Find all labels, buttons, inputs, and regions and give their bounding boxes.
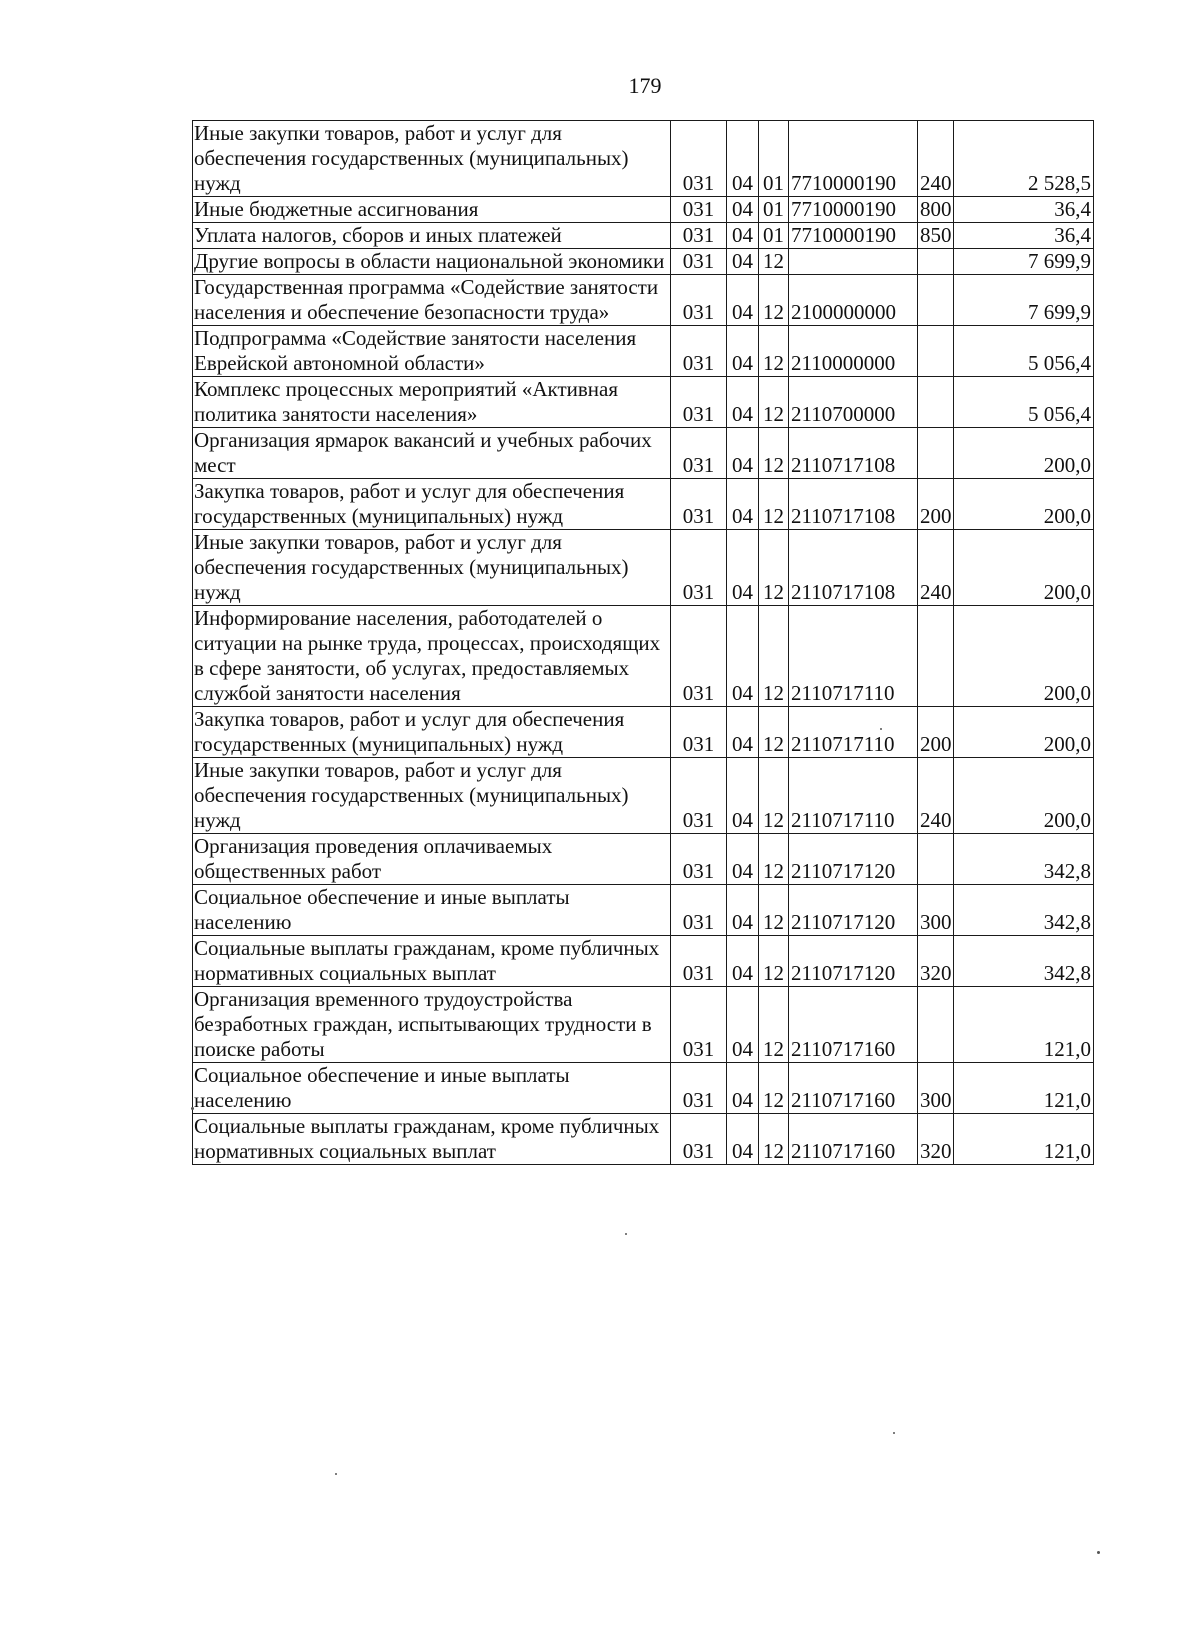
row-amount: 121,0 xyxy=(954,1114,1094,1165)
row-admin-code: 031 xyxy=(671,530,727,606)
scan-speck xyxy=(1097,1551,1100,1554)
row-admin-code: 031 xyxy=(671,707,727,758)
row-section-code: 04 xyxy=(727,834,759,885)
row-section-code: 04 xyxy=(727,223,759,249)
table-row xyxy=(193,707,1094,758)
table-row xyxy=(193,377,1094,428)
row-admin-code: 031 xyxy=(671,885,727,936)
row-section-code: 04 xyxy=(727,326,759,377)
row-name: Иные закупки товаров, работ и услуг для обеспечения государственных (муниципальных) нужд xyxy=(193,121,671,197)
row-section-code: 04 xyxy=(727,249,759,275)
row-amount: 200,0 xyxy=(954,530,1094,606)
row-section-code: 04 xyxy=(727,758,759,834)
row-expense-type xyxy=(918,606,954,707)
row-amount: 5 056,4 xyxy=(954,326,1094,377)
row-target-article: 2110717120 xyxy=(789,885,918,936)
row-subsection-code: 12 xyxy=(759,249,789,275)
row-admin-code: 031 xyxy=(671,377,727,428)
row-amount: 200,0 xyxy=(954,479,1094,530)
row-admin-code: 031 xyxy=(671,428,727,479)
row-subsection-code: 01 xyxy=(759,197,789,223)
row-section-code: 04 xyxy=(727,530,759,606)
row-section-code: 04 xyxy=(727,707,759,758)
row-admin-code: 031 xyxy=(671,758,727,834)
row-subsection-code: 01 xyxy=(759,223,789,249)
row-name: Социальные выплаты гражданам, кроме публичных нормативных социальных выплат xyxy=(193,1114,671,1165)
row-expense-type: 300 xyxy=(918,885,954,936)
row-section-code: 04 xyxy=(727,987,759,1063)
row-name: Организация ярмарок вакансий и учебных рабочих мест xyxy=(193,428,671,479)
row-amount: 121,0 xyxy=(954,987,1094,1063)
row-amount: 36,4 xyxy=(954,223,1094,249)
row-expense-type: 800 xyxy=(918,197,954,223)
row-subsection-code: 12 xyxy=(759,275,789,326)
row-name: Организация временного трудоустройства безработных граждан, испытывающих трудности в поиске работы xyxy=(193,987,671,1063)
row-target-article: 2110717110 xyxy=(789,758,918,834)
row-subsection-code: 12 xyxy=(759,885,789,936)
row-expense-type: 200 xyxy=(918,707,954,758)
row-amount: 200,0 xyxy=(954,428,1094,479)
row-expense-type: 240 xyxy=(918,121,954,197)
row-expense-type: 300 xyxy=(918,1063,954,1114)
row-target-article: 2110717160 xyxy=(789,1063,918,1114)
row-amount: 121,0 xyxy=(954,1063,1094,1114)
row-admin-code: 031 xyxy=(671,275,727,326)
row-subsection-code: 12 xyxy=(759,1063,789,1114)
row-section-code: 04 xyxy=(727,377,759,428)
row-target-article: 7710000190 xyxy=(789,197,918,223)
row-section-code: 04 xyxy=(727,1063,759,1114)
table-row xyxy=(193,936,1094,987)
row-target-article: 2110717120 xyxy=(789,936,918,987)
page-number: 179 xyxy=(628,73,662,98)
row-subsection-code: 12 xyxy=(759,987,789,1063)
table-row xyxy=(193,275,1094,326)
row-amount: 342,8 xyxy=(954,936,1094,987)
table-row xyxy=(193,834,1094,885)
row-name: Другие вопросы в области национальной экономики xyxy=(193,249,671,275)
row-expense-type: 320 xyxy=(918,936,954,987)
row-amount: 7 699,9 xyxy=(954,275,1094,326)
row-amount: 200,0 xyxy=(954,758,1094,834)
row-expense-type: 320 xyxy=(918,1114,954,1165)
row-expense-type xyxy=(918,249,954,275)
row-subsection-code: 12 xyxy=(759,1114,789,1165)
scan-speck xyxy=(625,1233,627,1235)
table-row xyxy=(193,1063,1094,1114)
row-subsection-code: 12 xyxy=(759,326,789,377)
table-row xyxy=(193,428,1094,479)
table-row xyxy=(193,606,1094,707)
row-admin-code: 031 xyxy=(671,121,727,197)
row-target-article: 2110717120 xyxy=(789,834,918,885)
row-target-article: 7710000190 xyxy=(789,223,918,249)
row-admin-code: 031 xyxy=(671,197,727,223)
row-subsection-code: 12 xyxy=(759,377,789,428)
row-name: Иные бюджетные ассигнования xyxy=(193,197,671,223)
row-expense-type xyxy=(918,987,954,1063)
row-name: Комплекс процессных мероприятий «Активная политика занятости населения» xyxy=(193,377,671,428)
row-section-code: 04 xyxy=(727,885,759,936)
row-subsection-code: 12 xyxy=(759,606,789,707)
row-admin-code: 031 xyxy=(671,326,727,377)
table-row xyxy=(193,530,1094,606)
table-row xyxy=(193,121,1094,197)
row-expense-type: 240 xyxy=(918,758,954,834)
row-target-article: 2110717110 xyxy=(789,606,918,707)
row-section-code: 04 xyxy=(727,428,759,479)
table-row xyxy=(193,326,1094,377)
row-name: Подпрограмма «Содействие занятости населения Еврейской автономной области» xyxy=(193,326,671,377)
row-subsection-code: 01 xyxy=(759,121,789,197)
row-target-article: 2110700000 xyxy=(789,377,918,428)
row-amount: 342,8 xyxy=(954,834,1094,885)
row-subsection-code: 12 xyxy=(759,479,789,530)
row-target-article: 2110000000 xyxy=(789,326,918,377)
row-section-code: 04 xyxy=(727,197,759,223)
row-name: Закупка товаров, работ и услуг для обеспечения государственных (муниципальных) нужд xyxy=(193,479,671,530)
row-expense-type xyxy=(918,326,954,377)
budget-table xyxy=(192,120,1094,1165)
row-section-code: 04 xyxy=(727,121,759,197)
row-admin-code: 031 xyxy=(671,249,727,275)
row-amount: 36,4 xyxy=(954,197,1094,223)
row-target-article: 2110717108 xyxy=(789,530,918,606)
row-expense-type: 850 xyxy=(918,223,954,249)
row-admin-code: 031 xyxy=(671,606,727,707)
row-name: Государственная программа «Содействие занятости населения и обеспечение безопасности труда» xyxy=(193,275,671,326)
row-admin-code: 031 xyxy=(671,936,727,987)
row-name: Организация проведения оплачиваемых общественных работ xyxy=(193,834,671,885)
row-section-code: 04 xyxy=(727,275,759,326)
scan-speck xyxy=(893,1432,895,1434)
table-row xyxy=(193,223,1094,249)
row-amount: 5 056,4 xyxy=(954,377,1094,428)
scan-speck xyxy=(335,1473,337,1475)
row-admin-code: 031 xyxy=(671,223,727,249)
row-target-article: 2110717160 xyxy=(789,1114,918,1165)
row-target-article: 2100000000 xyxy=(789,275,918,326)
row-name: Информирование населения, работодателей о ситуации на рынке труда, процессах, происходящих в сфере занятости, об услугах, предоставляемых службой занятости населения xyxy=(193,606,671,707)
row-subsection-code: 12 xyxy=(759,936,789,987)
row-name: Социальное обеспечение и иные выплаты населению xyxy=(193,1063,671,1114)
table-body xyxy=(193,121,1094,1165)
row-admin-code: 031 xyxy=(671,987,727,1063)
row-expense-type xyxy=(918,834,954,885)
scan-speck xyxy=(880,728,882,730)
row-amount: 2 528,5 xyxy=(954,121,1094,197)
row-subsection-code: 12 xyxy=(759,530,789,606)
row-subsection-code: 12 xyxy=(759,834,789,885)
row-admin-code: 031 xyxy=(671,1063,727,1114)
row-admin-code: 031 xyxy=(671,1114,727,1165)
table-row xyxy=(193,479,1094,530)
table-row xyxy=(193,197,1094,223)
row-section-code: 04 xyxy=(727,1114,759,1165)
row-expense-type xyxy=(918,275,954,326)
row-amount: 200,0 xyxy=(954,707,1094,758)
table-row xyxy=(193,249,1094,275)
row-subsection-code: 12 xyxy=(759,758,789,834)
row-name: Иные закупки товаров, работ и услуг для обеспечения государственных (муниципальных) нужд xyxy=(193,530,671,606)
table-row xyxy=(193,885,1094,936)
row-expense-type: 240 xyxy=(918,530,954,606)
row-subsection-code: 12 xyxy=(759,707,789,758)
row-amount: 200,0 xyxy=(954,606,1094,707)
row-name: Социальные выплаты гражданам, кроме публичных нормативных социальных выплат xyxy=(193,936,671,987)
row-expense-type xyxy=(918,377,954,428)
row-section-code: 04 xyxy=(727,606,759,707)
row-name: Социальное обеспечение и иные выплаты населению xyxy=(193,885,671,936)
row-name: Уплата налогов, сборов и иных платежей xyxy=(193,223,671,249)
row-target-article: 2110717110 xyxy=(789,707,918,758)
row-amount: 7 699,9 xyxy=(954,249,1094,275)
row-admin-code: 031 xyxy=(671,479,727,530)
row-target-article: 2110717108 xyxy=(789,428,918,479)
row-target-article: 7710000190 xyxy=(789,121,918,197)
row-section-code: 04 xyxy=(727,936,759,987)
scan-speck xyxy=(191,1107,194,1110)
row-expense-type xyxy=(918,428,954,479)
row-target-article: 2110717160 xyxy=(789,987,918,1063)
row-section-code: 04 xyxy=(727,479,759,530)
row-amount: 342,8 xyxy=(954,885,1094,936)
row-name: Иные закупки товаров, работ и услуг для обеспечения государственных (муниципальных) нужд xyxy=(193,758,671,834)
row-name: Закупка товаров, работ и услуг для обеспечения государственных (муниципальных) нужд xyxy=(193,707,671,758)
row-subsection-code: 12 xyxy=(759,428,789,479)
table-row xyxy=(193,758,1094,834)
row-target-article: 2110717108 xyxy=(789,479,918,530)
table-row xyxy=(193,987,1094,1063)
table-row xyxy=(193,1114,1094,1165)
row-admin-code: 031 xyxy=(671,834,727,885)
row-expense-type: 200 xyxy=(918,479,954,530)
row-target-article xyxy=(789,249,918,275)
